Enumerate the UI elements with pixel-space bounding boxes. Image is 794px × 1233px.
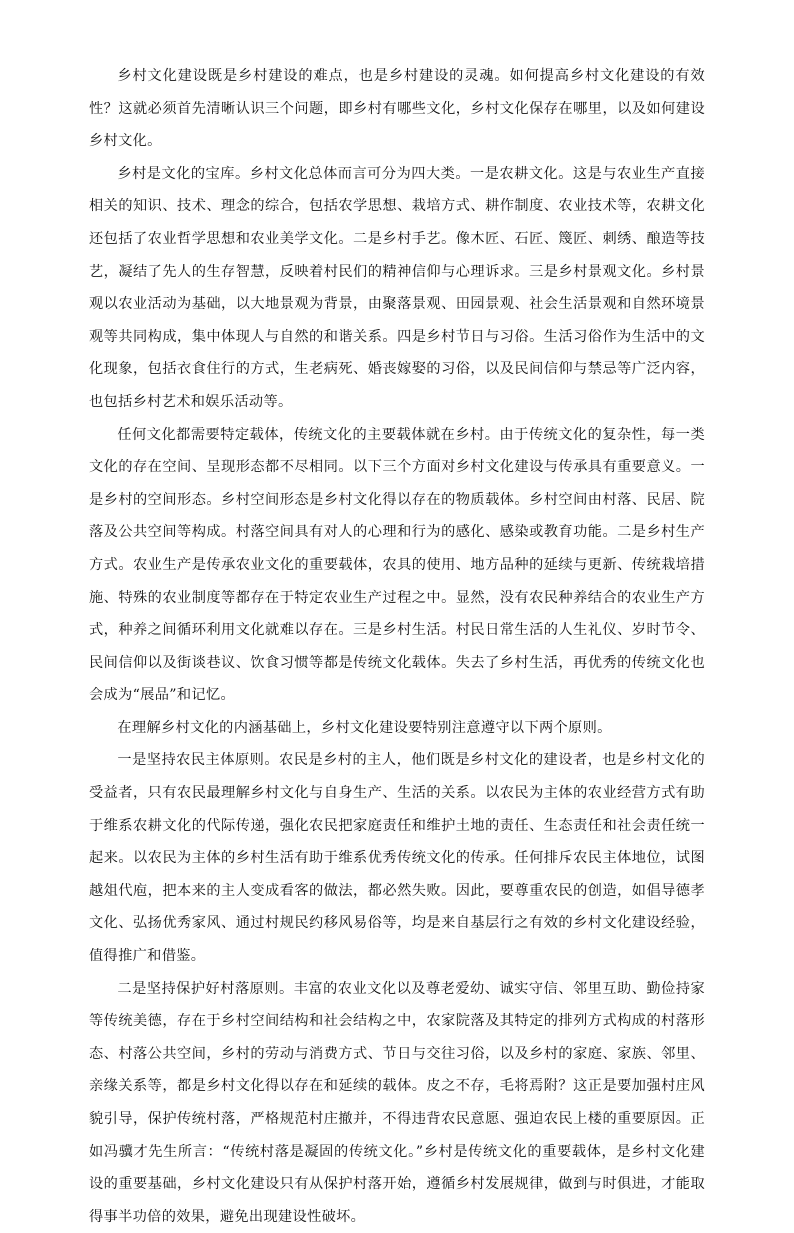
paragraph-farmer-subject-principle: 一是坚持农民主体原则。农民是乡村的主人，他们既是乡村文化的建设者，也是乡村文化的受益者，只有农民最理解乡村文化与自身生产、生活的关系。以农民为主体的农业经营方式有助于维系农耕文化的代际传递，强化农民把家庭责任和维护土地的责任、生态责任和社会责任统一起来。以农民为主体的乡村生活有助于维系优秀传统文化的传承。任何排斥农民主体地位，试图越俎代庖，把本来的主人变成看客的做法，都必然失败。因此，要尊重农民的创造，如倡导德孝文化、弘扬优秀家风、通过村规民约移风易俗等，均是来自基层行之有效的乡村文化建设经验，值得推广和借鉴。 xyxy=(89,752,705,965)
paragraph-culture-carriers: 任何文化都需要特定载体，传统文化的主要载体就在乡村。由于传统文化的复杂性，每一类文化的存在空间、呈现形态都不尽相同。以下三个方面对乡村文化建设与传承具有重要意义。一是乡村的空间形态。乡村空间形态是乡村文化得以存在的物质载体。乡村空间由村落、民居、院落及公共空间等构成。村落空间具有对人的心理和行为的感化、感染或教育功能。二是乡村生产方式。农业生产是传承农业文化的重要载体，农具的使用、地方品种的延续与更新、传统栽培措施、特殊的农业制度等都存在于特定农业生产过程之中。显然，没有农民种养结合的农业生产方式，种养之间循环利用文化就难以存在。三是乡村生活。村民日常生活的人生礼仪、岁时节令、民间信仰以及街谈巷议、饮食习惯等都是传统文化载体。失去了乡村生活，再优秀的传统文化也会成为“展品”和记忆。 xyxy=(89,426,705,704)
paragraph-village-protection-principle: 二是坚持保护好村落原则。丰富的农业文化以及尊老爱幼、诚实守信、邻里互助、勤俭持家等传统美德，存在于乡村空间结构和社会结构之中，农家院落及其特定的排列方式构成的村落形态、村落公共空间，乡村的劳动与消费方式、节日与交往习俗，以及乡村的家庭、家族、邻里、亲缘关系等，都是乡村文化得以存在和延续的载体。皮之不存，毛将焉附？这正是要加强村庄风貌引导，保护传统村落，严格规范村庄撤并，不得违背农民意愿、强迫农民上楼的重要原因。正如冯骥才先生所言：“传统村落是凝固的传统文化。”乡村是传统文化的重要载体，是乡村文化建设的重要基础，乡村文化建设只有从保护村落开始，遵循乡村发展规律，做到与时俱进，才能取得事半功倍的效果，避免出现建设性破坏。 xyxy=(89,980,705,1225)
paragraph-intro: 乡村文化建设既是乡村建设的难点，也是乡村建设的灵魂。如何提高乡村文化建设的有效性？这就必须首先清晰认识三个问题，即乡村有哪些文化，乡村文化保存在哪里，以及如何建设乡村文化。 xyxy=(89,68,705,150)
document-page xyxy=(89,60,705,1233)
paragraph-rural-culture-types: 乡村是文化的宝库。乡村文化总体而言可分为四大类。一是农耕文化。这是与农业生产直接相关的知识、技术、理念的综合，包括农学思想、栽培方式、耕作制度、农业技术等，农耕文化还包括了农业哲学思想和农业美学文化。二是乡村手艺。像木匠、石匠、篾匠、刺绣、酿造等技艺，凝结了先人的生存智慧，反映着村民们的精神信仰与心理诉求。三是乡村景观文化。乡村景观以农业活动为基础，以大地景观为背景，由聚落景观、田园景观、社会生活景观和自然环境景观等共同构成，集中体现人与自然的和谐关系。四是乡村节日与习俗。生活习俗作为生活中的文化现象，包括衣食住行的方式，生老病死、婚丧嫁娶的习俗，以及民间信仰与禁忌等广泛内容，也包括乡村艺术和娱乐活动等。 xyxy=(89,165,705,410)
paragraph-principles-intro: 在理解乡村文化的内涵基础上，乡村文化建设要特别注意遵守以下两个原则。 xyxy=(117,719,612,736)
